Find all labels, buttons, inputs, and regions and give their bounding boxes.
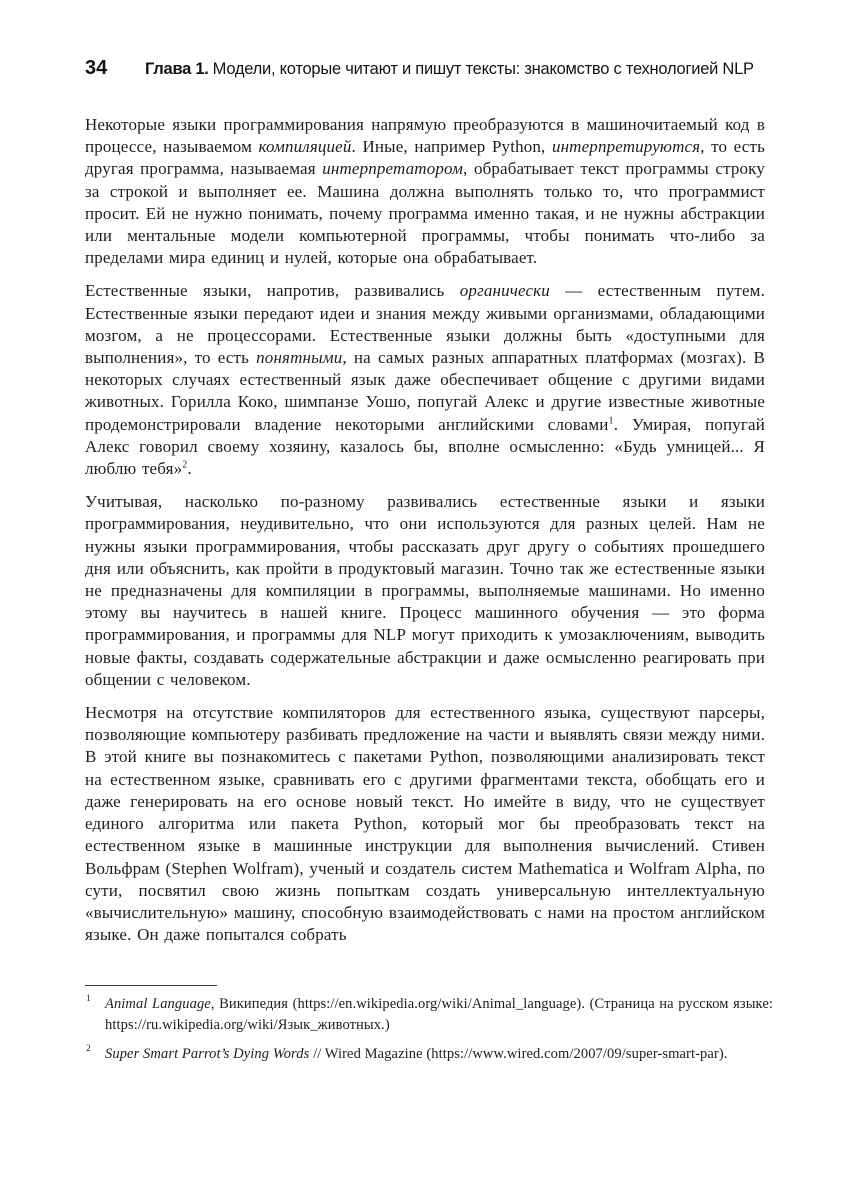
text-segment: . Иные, например Python, xyxy=(351,137,552,157)
page-number: 34 xyxy=(85,57,108,79)
text-segment: , то есть другая программа, называемая xyxy=(85,137,765,179)
text-segment: — естественным путем. Естественные языки передают идеи и знания между живыми организмами, обладающими мозгом, а не процессорами. Естественные языки должны быть «доступными для выполнения», то есть xyxy=(85,281,765,368)
paragraph xyxy=(85,491,765,691)
italic-text-segment: Super Smart Parrot’s Dying Words xyxy=(105,1046,310,1062)
page-body xyxy=(85,114,765,957)
footnote-marker: 2 xyxy=(86,1044,91,1054)
text-segment: // Wired Magazine (https://www.wired.com/2007/09/super-smart-par). xyxy=(309,1046,728,1062)
italic-text-segment: понятными xyxy=(256,348,343,368)
text-segment: , Википедия (https://en.wikipedia.org/wiki/Animal_language). (Страница на русском языке: https://ru.wikipedia.org/wiki/Язык_животных.) xyxy=(105,996,774,1033)
paragraph xyxy=(85,114,765,269)
italic-text-segment: Animal Language xyxy=(105,996,211,1012)
italic-text-segment: органически xyxy=(459,281,550,301)
chapter-label: Глава 1. xyxy=(145,60,209,78)
paragraph xyxy=(85,280,765,480)
text-segment: Естественные языки, напротив, развивались xyxy=(85,281,460,301)
text-segment: Несмотря на отсутствие компиляторов для естественного языка, существуют парсеры, позволяющие компьютеру разбивать предложение на части и выявлять связи между ними. В этой книге вы познакомитесь с пакетами Python, позволяющими анализировать текст на естественном языке, сравнивать его с другими фрагментами текста, обобщать его и даже генерировать на его основе новый текст. Но имейте в виду, что не существует единого алгоритма или пакета Python, который мог бы преобразовать текст на естественном языке в машинные инструкции для выполнения вычислений. Стивен Вольфрам (Stephen Wolfram), ученый и создатель систем Mathematica и Wolfram Alpha, по сути, посвятил свою жизнь попыткам создать универсальную интеллектуальную «вычислительную» машину, способную взаимодействовать с нами на простом английском языке. Он даже попытался собрать xyxy=(85,703,765,945)
text-segment: . Умирая, попугай Алекс говорил своему хозяину, казалось бы, вполне осмысленно: «Будь умницей... Я люблю тебя» xyxy=(85,414,765,479)
italic-text-segment: интерпретатором xyxy=(322,159,464,179)
text-segment: , на самых разных аппаратных платформах (мозгах). В некоторых случаях естественный язык даже обеспечивает общение с другими видами животных. Горилла Коко, шимпанзе Уошо, попугай Алекс и другие известные животные продемонстрировали владение некоторыми английскими словами xyxy=(85,348,765,434)
italic-text-segment: компиляцией xyxy=(258,137,352,157)
text-segment: , обрабатывает текст программы строку за строкой и выполняет ее. Машина должна выполнять только то, что программист просит. Ей не нужно понимать, почему программа именно такая, и не нужны абстракции или ментальные модели компьютерной программы, чтобы понимать что-либо за пределами мира единиц и нулей, которые она обрабатывает. xyxy=(85,159,765,268)
footnotes-section xyxy=(85,994,773,1073)
footnote-separator xyxy=(85,985,217,986)
footnote xyxy=(85,1044,773,1065)
text-segment: Некоторые языки программирования напрямую преобразуются в машиночитаемый код в процессе, называемом xyxy=(85,115,765,157)
footnote-marker: 1 xyxy=(86,994,91,1004)
running-head-title xyxy=(145,60,754,79)
italic-text-segment: интерпретируются xyxy=(551,137,701,157)
footnote-reference: 1 xyxy=(608,414,614,426)
chapter-title: Модели, которые читают и пишут тексты: знакомство с технологией NLP xyxy=(212,60,754,78)
footnote-reference: 2 xyxy=(182,459,188,471)
text-segment: Учитывая, насколько по-разному развивались естественные языки и языки программирования, неудивительно, что они используются для разных целей. Нам не нужны языки программирования, чтобы рассказать друг другу о событиях прошедшего дня или объяснить, как пройти в продуктовый магазин. Точно так же естественные языки не предназначены для компиляции в программы, выполняемые машинами. Но именно этому вы научитесь в нашей книге. Процесс машинного обучения — это форма программирования, и программы для NLP могут приходить к умозаключениям, выводить новые факты, создавать содержательные абстракции и даже осмысленно реагировать при общении с человеком. xyxy=(85,492,765,689)
footnote xyxy=(85,994,773,1036)
text-segment: . xyxy=(187,459,192,479)
paragraph xyxy=(85,702,765,946)
